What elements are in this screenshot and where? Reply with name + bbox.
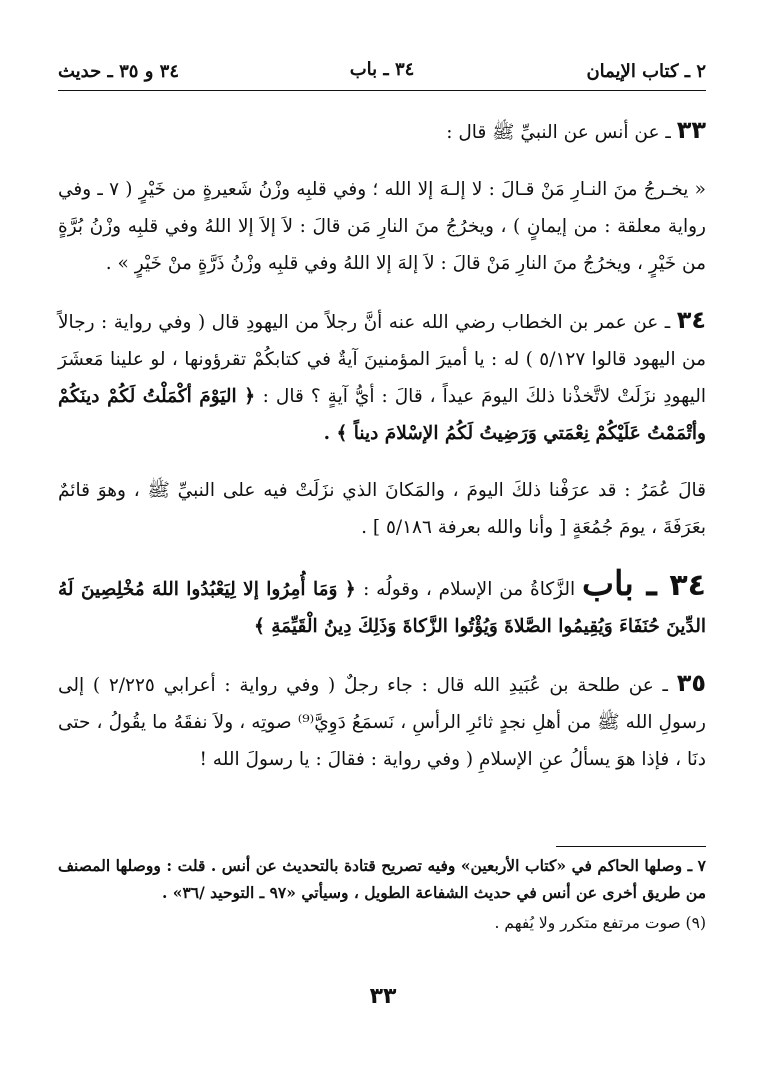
bab-34-quran-verse: ﴿ وَمَا أُمِرُوا إلا لِيَعْبُدُوا اللهَ مُخْلِصِينَ لَهُ الدِّينَ حُنَفَاءَ وَيُقِيمُوا الصَّلاةَ وَيُؤْتُوا الزَّكاةَ وَذَلِكَ دِينُ الْقَيِّمَةِ ﴾ [58,579,706,637]
bab-34-number: ٣٤ [669,568,706,603]
footnote-9: (٩) صوت مرتفع متكرر ولا يُفهم . [494,914,706,932]
hadith-35-number: ٣٥ [676,669,706,697]
hadith-34-number: ٣٤ [676,306,706,334]
header-hadith-range: ٣٤ و ٣٥ ـ حديث [58,60,179,82]
page-number: ٣٣ [369,984,397,1009]
footnote-rule [556,846,706,847]
hadith-33-intro-text: ـ عن أنس عن النبيِّ ﷺ قال : [446,122,677,143]
hadith-34 [58,302,706,452]
hadith-33-intro [58,112,706,151]
header-chapter: ٣٤ ـ باب [349,59,415,80]
hadith-35-text: ـ عن طلحة بن عُبَيدِ الله قال : جاء رجلٌ ( وفي رواية : أعرابي ٢/٢٢٥ ) إلى رسولِ الله ﷺ من أهلِ نجدٍ ثائرِ الرأسِ ، نَسمَعُ دَوِيَّ⁽⁹⁾ صوتِه ، ولاَ نفقَهُ ما يقُولُ ، حتى دنَا ، فإذا هوَ يسألُ عنِ الإسلامِ ( وفي رواية : فقالَ : يا رسولَ الله ! [58,675,706,770]
hadith-33-text: « يخـرجُ منَ النـارِ مَنْ قـالَ : لا إلـهَ إلا الله ؛ وفي قلبِه وزْنُ شَعيرةٍ من خَيْرٍ ( ٧ ـ وفي رواية معلقة : من إيمانٍ ) ، ويخرُجُ منَ النارِ مَن قالَ : لاَ إلاَ إلا اللهُ وفي قلبِه وزْنُ بُرَّةٍ من خَيْرٍ ، ويخرُجُ منَ النارِ مَنْ قالَ : لاَ إلهَ إلا اللهُ وفي قلبِه وزْنُ ذَرَّةٍ منْ خَيْرٍ » . [58,179,707,274]
hadith-34-quran-verse: ﴿ اليَوْمَ أكْمَلْتُ لَكُمْ دينَكُمْ وأتْمَمْتُ عَلَيْكُمْ نِعْمَتي وَرَضِيتُ لَكُمُ الإسْلامَ ديناً ﴾ . [58,386,706,444]
footnote-7: ٧ ـ وصلها الحاكم في «كتاب الأربعين» وفيه تصريح قتادة بالتحديث عن أنس . قلت : ووصلها المصنف من طريق أخرى عن أنس في حديث الشفاعة الطويل ، وسيأتي «٩٧ ـ التوحيد /٣٦» . [58,856,706,902]
bab-34-title: الزَّكاةُ من الإسلام ، وقولُه : [363,579,582,600]
hadith-34-continuation: قالَ عُمَرُ : قد عرَفْنا ذلكَ اليومَ ، والمَكانَ الذي نزَلَتْ فيه على النبيِّ ﷺ ، وهوَ قائمٌ بعَرَفَةَ ، يومَ جُمُعَةٍ [ وأنا والله بعرفة ٥/١٨٦ ] . [58,480,706,538]
running-header [58,56,706,86]
header-rule [58,90,706,91]
hadith-34-text: ـ عن عمر بن الخطاب رضي الله عنه أنَّ رجلاً من اليهودِ قال ( وفي رواية : رجالاً من اليهود قالوا ٥/١٢٧ ) له : يا أميرَ المؤمنينَ آيةٌ في كتابكُمْ تقرؤونها ، لو علينا مَعشَرَ اليهودِ نزَلَتْ لاتَّخذْنا ذلكَ اليومَ عيداً ، قالَ : أيُّ آيةٍ ؟ قال : [58,312,706,407]
main-text [58,112,706,798]
bab-34-word: ـ باب [581,564,670,604]
footnotes [58,852,706,937]
hadith-35 [58,665,706,778]
hadith-33-number: ٣٣ [676,116,706,144]
header-book-title: ٢ ـ كتاب الإيمان [586,60,706,82]
bab-34-heading [58,566,706,645]
